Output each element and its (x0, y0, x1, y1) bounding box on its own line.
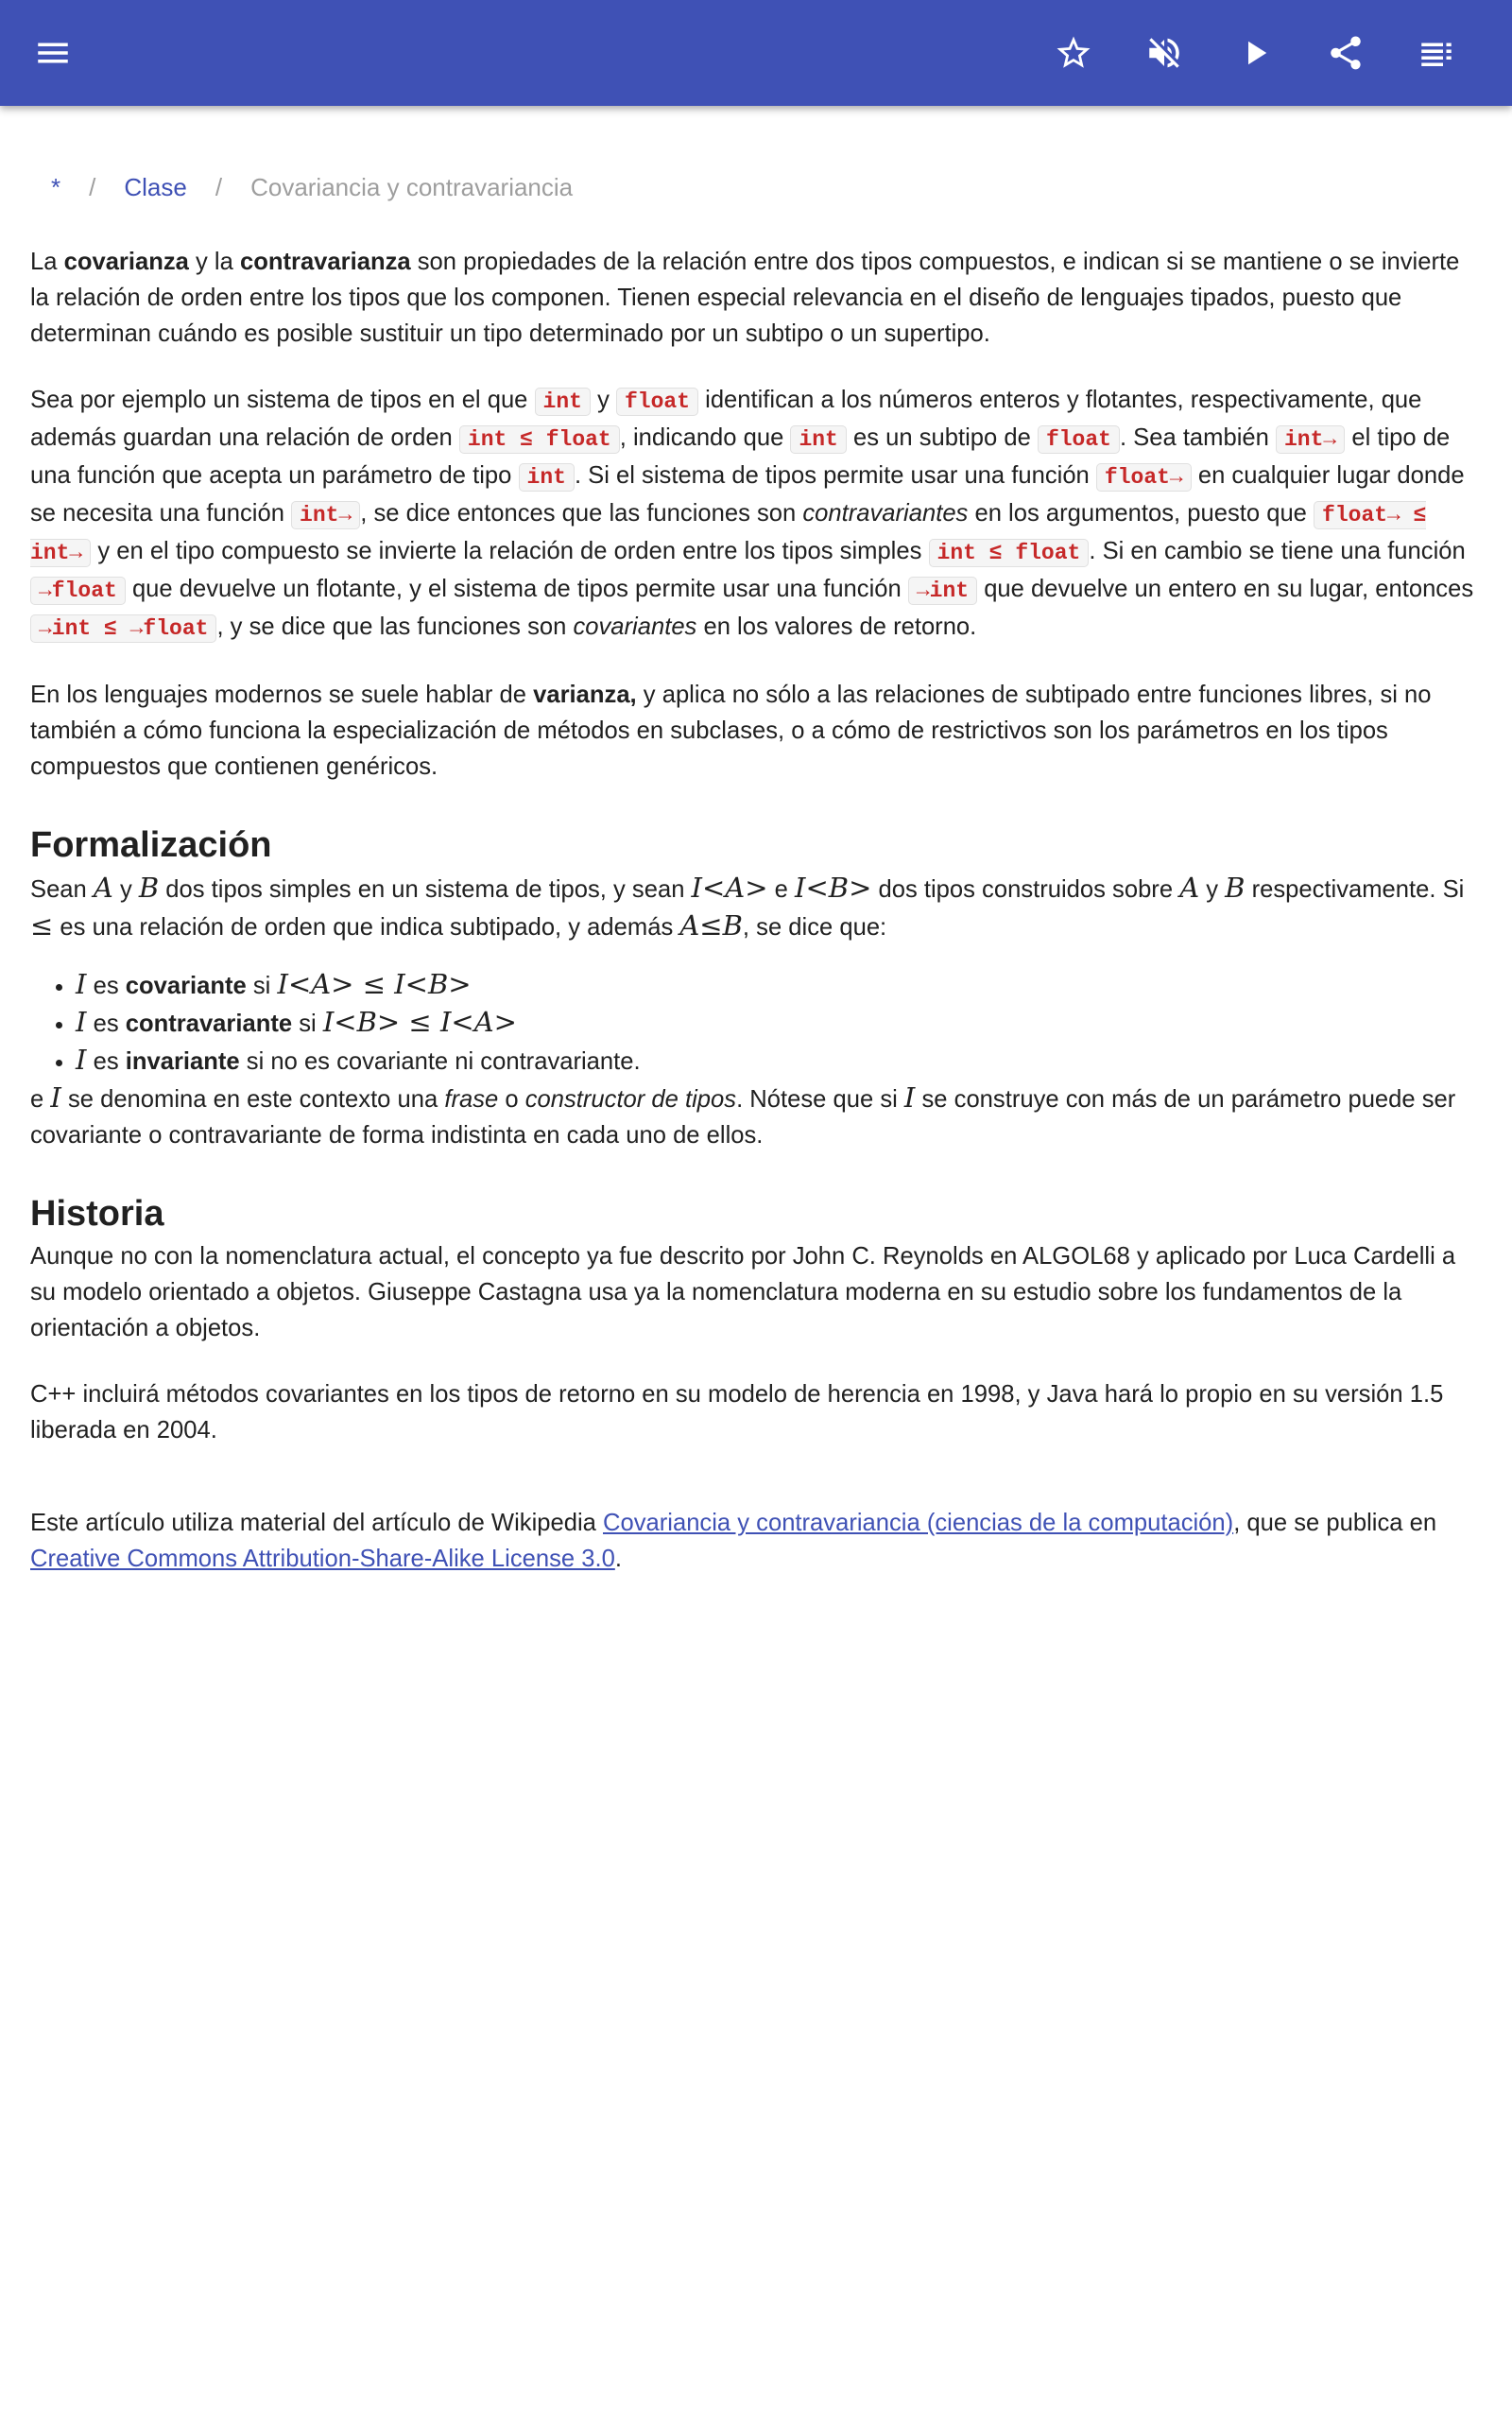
term: covariante (125, 973, 247, 999)
text: , que se publica en (1233, 1510, 1437, 1536)
text: si (246, 973, 278, 999)
text: . (614, 1546, 622, 1572)
text: es un subtipo de (846, 424, 1038, 451)
text: y (1199, 876, 1226, 903)
share-button[interactable] (1315, 23, 1376, 83)
constructor-paragraph (30, 1080, 1482, 1153)
article-content (30, 168, 1482, 1577)
term: contravariante (125, 1011, 293, 1037)
text: en los argumentos, puesto que (968, 500, 1314, 527)
breadcrumb-separator: / (215, 173, 223, 201)
text: que devuelve un flotante, y el sistema de tipos permite usar una función (125, 576, 908, 602)
text: es (86, 1048, 126, 1075)
math-expression: A≤B (679, 909, 743, 942)
text: e (767, 876, 796, 903)
variance-definitions-list (30, 966, 1482, 1080)
math-expression: ≤ (30, 909, 54, 942)
section-heading-formalizacion: Formalización (30, 825, 272, 865)
list-item (76, 1042, 1482, 1080)
math-expression: I<B> (795, 872, 872, 904)
text: Sean (30, 876, 94, 903)
menu-button[interactable] (23, 23, 83, 83)
breadcrumb-home-link[interactable]: * (51, 173, 61, 201)
math-expression: I<B> ≤ I<A> (322, 1006, 517, 1038)
history-paragraph: C++ incluirá métodos covariantes en los tipos de retorno en su modelo de herencia en 1998, y Java hará lo propio en su versión 1.5 liberada en 2004. (30, 1381, 1444, 1443)
math-expression: B (138, 872, 160, 904)
favorite-button[interactable] (1043, 23, 1104, 83)
text: si (292, 1011, 323, 1037)
text: . Si el sistema de tipos permite usar una función (574, 462, 1096, 489)
text: y (590, 387, 616, 413)
playlist-button[interactable] (1406, 23, 1467, 83)
text: , se dice que: (742, 914, 887, 941)
menu-icon (33, 33, 73, 73)
share-icon (1326, 33, 1366, 73)
math-expression: I<A> (691, 872, 768, 904)
term-contravarianza: contravarianza (239, 249, 411, 275)
text: , indicando que (619, 424, 791, 451)
text: que devuelve un entero en su lugar, entonces (977, 576, 1474, 602)
text: respectivamente. Si (1245, 876, 1465, 903)
code-snippet: int (790, 425, 846, 454)
text: si no es covariante ni contravariante. (239, 1048, 641, 1075)
text: La (30, 249, 64, 275)
star-outline-icon (1054, 33, 1093, 73)
code-snippet: int (535, 388, 591, 416)
math-expression: A (93, 872, 113, 904)
text: dos tipos construidos sobre (871, 876, 1180, 903)
term: invariante (125, 1048, 240, 1075)
text: en cualquier lugar donde se necesita una función (30, 462, 1465, 527)
text: En los lenguajes modernos se suele hablar de (30, 682, 534, 708)
text: . Nótese que si (736, 1086, 904, 1113)
term-covarianza: covarianza (63, 249, 189, 275)
wikipedia-article-link[interactable]: Covariancia y contravariancia (ciencias de la computación) (603, 1510, 1234, 1536)
text: Sea por ejemplo un sistema de tipos en el que (30, 387, 535, 413)
text: es una relación de orden que indica subtipado, y además (53, 914, 680, 941)
emphasis: frase (444, 1086, 499, 1113)
math-expression: I (50, 1081, 61, 1114)
math-expression: I (76, 1006, 87, 1038)
section-heading-historia: Historia (30, 1194, 164, 1234)
code-snippet: →int ≤ →float (30, 614, 216, 643)
license-link[interactable]: Creative Commons Attribution-Share-Alike License 3.0 (30, 1546, 615, 1572)
variance-paragraph (30, 677, 1482, 785)
math-expression: A (1179, 872, 1200, 904)
text: se construye con más de un parámetro puede ser covariante o contravariante de forma indistinta en cada uno de ellos. (30, 1086, 1456, 1149)
formal-paragraph (30, 870, 1482, 945)
text: es (86, 973, 126, 999)
play-button[interactable] (1225, 23, 1285, 83)
code-snippet: int ≤ float (459, 425, 620, 454)
history-paragraph: Aunque no con la nomenclatura actual, el concepto ya fue descrito por John C. Reynolds en ALGOL68 y aplicado por Luca Cardelli a su modelo orientado a objetos. Giuseppe Castagna usa ya la nomenclatura moderna en su estudio sobre los fundamentos de la orientación a objetos. (30, 1243, 1456, 1341)
text: , y se dice que las funciones son (216, 614, 574, 640)
text: son propiedades de la relación entre dos tipos compuestos, e indican si se mantiene o se invierte la relación de orden entre los tipos que los componen. Tienen especial relevancia en el diseño de lenguajes tipados, puesto que determinan cuándo es posible sustituir un tipo determinado por un subtipo o un supertipo. (30, 249, 1460, 347)
math-expression: B (1225, 872, 1246, 904)
emphasis: covariantes (573, 614, 697, 640)
intro-paragraph (30, 244, 1482, 352)
playlist-icon (1417, 33, 1456, 73)
text: Este artículo utiliza material del artículo de Wikipedia (30, 1510, 603, 1536)
breadcrumb-current: Covariancia y contravariancia (250, 173, 574, 201)
app-bar (0, 0, 1512, 106)
text: o (498, 1086, 525, 1113)
text: , se dice entonces que las funciones son (360, 500, 803, 527)
math-expression: I (76, 968, 87, 1000)
code-snippet: int (519, 463, 575, 492)
list-item (76, 966, 1482, 1004)
text: . Si en cambio se tiene una función (1089, 538, 1466, 564)
math-expression: I (903, 1081, 916, 1114)
text: es (86, 1011, 126, 1037)
math-expression: I (76, 1044, 87, 1076)
code-snippet: float→ (1096, 463, 1192, 492)
code-snippet: int→ (1276, 425, 1345, 454)
text: y (112, 876, 139, 903)
math-expression: I<A> ≤ I<B> (277, 968, 472, 1000)
breadcrumb-parent-link[interactable]: Clase (124, 173, 187, 201)
attribution-footer (30, 1505, 1482, 1577)
text: se denomina en este contexto una (60, 1086, 445, 1113)
text: y en el tipo compuesto se invierte la relación de orden entre los tipos simples (91, 538, 929, 564)
volume-off-icon (1144, 33, 1184, 73)
code-snippet: int→ (291, 501, 360, 529)
code-snippet: float→ ≤ int→ (30, 503, 1427, 565)
code-snippet: →int (908, 577, 977, 605)
text: el tipo de una función que acepta un parámetro de tipo (30, 424, 1451, 489)
text: e (30, 1086, 51, 1113)
list-item (76, 1004, 1482, 1042)
text: y la (188, 249, 240, 275)
code-snippet: int ≤ float (929, 539, 1090, 567)
text: en los valores de retorno. (696, 614, 977, 640)
play-icon (1235, 33, 1275, 73)
code-snippet: float (616, 388, 698, 416)
text: dos tipos simples en un sistema de tipos, y sean (159, 876, 692, 903)
breadcrumb (51, 168, 1482, 206)
text: y aplica no sólo a las relaciones de subtipado entre funciones libres, si no también a cómo funciona la especialización de métodos en subclases, o a cómo de restrictivos son los parámetros en los tipos compuestos que contienen genéricos. (30, 682, 1432, 780)
term-varianza: varianza, (533, 682, 637, 708)
text: . Sea también (1119, 424, 1276, 451)
breadcrumb-separator: / (89, 173, 96, 201)
mute-button[interactable] (1134, 23, 1194, 83)
emphasis: contravariantes (802, 500, 969, 527)
code-snippet: →float (30, 577, 126, 605)
code-snippet: float (1038, 425, 1120, 454)
emphasis: constructor de tipos (524, 1086, 737, 1113)
example-paragraph (30, 382, 1482, 647)
text: identifican a los números enteros y flotantes, respectivamente, que además guardan una relación de orden (30, 387, 1422, 451)
